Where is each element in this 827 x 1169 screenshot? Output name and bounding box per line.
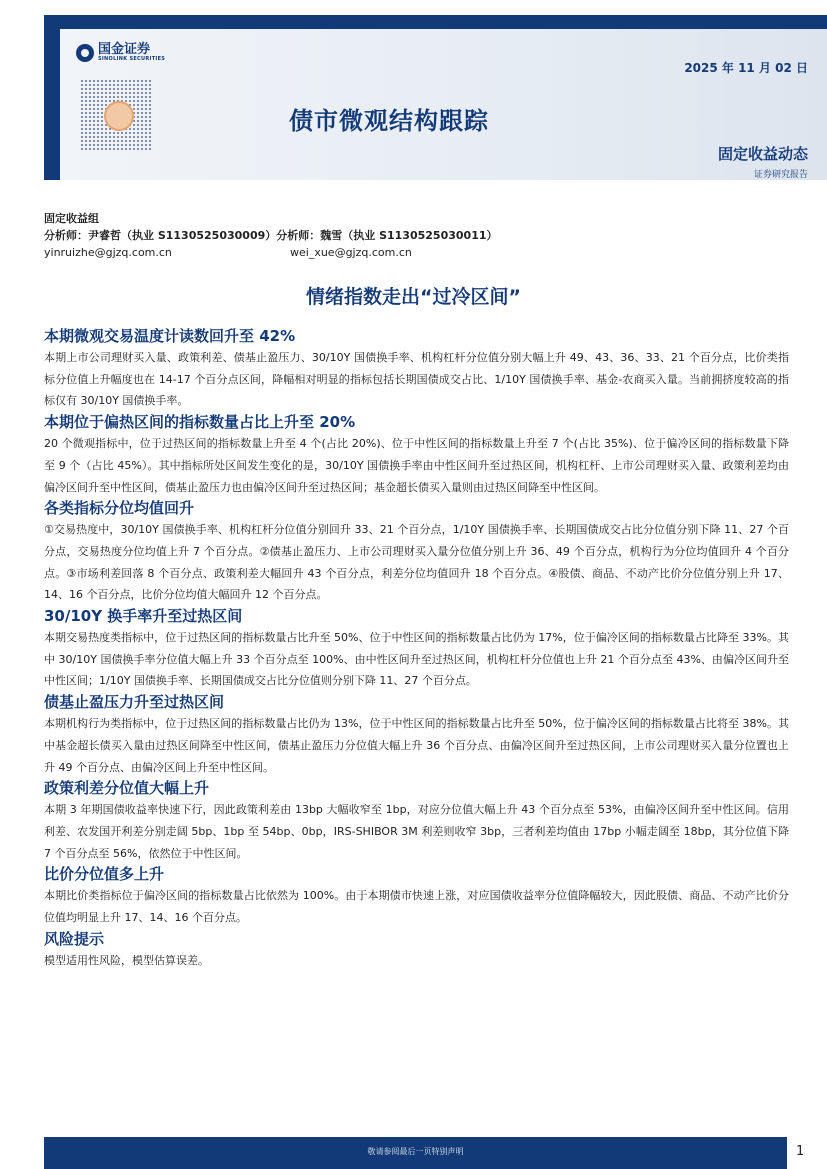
section-body: 本期 3 年期国债收益率快速下行，因此政策利差由 13bp 大幅收窄至 1bp，对应分位值大幅上升 43 个百分点至 53%，由偏冷区间升至中性区间。信用利差、农发国开利差分别走阔 5bp、1bp 至 54bp、0bp，IRS-SHIBOR 3M 利差则收窄 3bp，三者利差均值由 17bp 小幅走阔至 18bp，其分位值下降 7 个百分点至 56%，依然位于中性区间。 <box>44 803 789 860</box>
section <box>44 779 789 864</box>
page-footer <box>44 1137 787 1169</box>
section-body: 本期机构行为类指标中，位于过热区间的指标数量占比仍为 13%，位于中性区间的指标数量占比升至 50%，位于偏冷区间的指标数量占比将至 38%。其中基金超长债买入量由过热区间降至中性区间，债基止盈压力分位值大幅上升 36 个百分点、由偏冷区间升至过热区间，上市公司理财买入量分位置也上升 49 个百分点、由偏冷区间上升至中性区间。 <box>44 717 789 774</box>
section-body: 本期交易热度类指标中，位于过热区间的指标数量占比升至 50%、位于中性区间的指标数量占比仍为 17%，位于偏冷区间的指标数量占比降至 33%。其中 30/10Y 国债换手率分位值大幅上升 33 个百分点至 100%、由中性区间升至过热区间，机构杠杆分位值也上升 21 个百分点至 43%、由偏冷区间升至中性区间；1/10Y 国债换手率、长期国债成交占比分位值则分别下降 11、27 个百分点。 <box>44 631 789 688</box>
section <box>44 693 789 778</box>
report-type: 证券研究报告 <box>753 170 808 180</box>
section-body: 20 个微观指标中，位于过热区间的指标数量上升至 4 个(占比 20%)、位于中性区间的指标数量上升至 7 个(占比 35%)、位于偏冷区间的指标数量下降至 9 个（占比 45%）。其中指标所处区间发生变化的是，30/10Y 国债换手率由中性区间升至过热区间，机构杠杆、上市公司理财买入量、政策利差均由偏冷区间升至中性区间，债基止盈压力也由偏冷区间升至过热区间；基金超长债买入量则由过热区间降至中性区间。 <box>44 437 789 494</box>
section <box>44 930 789 972</box>
qr-code-icon <box>80 79 153 152</box>
section-body: 模型适用性风险，模型估算误差。 <box>44 953 209 967</box>
section-title: 债基止盈压力升至过热区间 <box>44 693 225 712</box>
report-title: 债市微观结构跟踪 <box>289 107 489 135</box>
section <box>44 865 789 928</box>
section <box>44 607 789 692</box>
logo-name-en: SINOLINK SECURITIES <box>98 56 166 62</box>
report-headline: 情绪指数走出“过冷区间” <box>306 286 521 308</box>
section-body: ①交易热度中，30/10Y 国债换手率、机构杠杆分位值分别回升 33、21 个百分点，1/10Y 国债换手率、长期国债成交占比分位值分别下降 11、27 个百分点，交易热度分位均值上升 7 个百分点。②债基止盈压力、上市公司理财买入量分位值分别上升 36、49 个百分点，机构行为分位均值回升 4 个百分点。③市场利差回落 8 个百分点、政策利差大幅回升 43 个百分点，利差分位均值回升 18 个百分点。④股债、商品、不动产比价分位值分别上升 17、14、16 个百分点，比价分位均值大幅回升 12 个百分点。 <box>44 523 789 602</box>
section-title: 30/10Y 换手率升至过热区间 <box>44 607 243 626</box>
author-block <box>44 210 498 261</box>
section <box>44 499 789 606</box>
qr-center-seal-icon <box>104 101 134 131</box>
report-header <box>44 15 827 180</box>
report-category: 固定收益动态 <box>717 145 808 163</box>
summary-content <box>44 326 789 971</box>
analyst-line: 分析师：尹睿哲（执业 S1130525030009）分析师：魏雪（执业 S1130525030011） <box>44 229 498 242</box>
section-title: 各类指标分位均值回升 <box>44 499 195 518</box>
sinolink-logo <box>76 43 165 63</box>
analyst-email-1[interactable]: yinruizhe@gjzq.com.cn <box>44 246 172 259</box>
report-date: 2025 年 11 月 02 日 <box>684 61 808 75</box>
analyst-emails <box>44 244 498 261</box>
sinolink-logo-icon <box>76 44 94 62</box>
section-title: 本期微观交易温度计读数回升至 42% <box>44 327 296 345</box>
section <box>44 327 789 412</box>
section-title: 本期位于偏热区间的指标数量占比上升至 20% <box>44 413 356 432</box>
logo-name-cn: 国金证券 <box>98 42 151 57</box>
section <box>44 413 789 498</box>
section-title: 比价分位值多上升 <box>44 865 165 884</box>
section-body: 本期比价类指标位于偏冷区间的指标数量占比依然为 100%。由于本期债市快速上涨，对应国债收益率分位值降幅较大，因此股债、商品、不动产比价分位值均明显上升 17、14、16 个百分点。 <box>44 889 789 925</box>
research-group: 固定收益组 <box>44 212 99 225</box>
footer-disclaimer: 敬请参阅最后一页特别声明 <box>367 1147 464 1156</box>
section-title: 风险提示 <box>44 929 105 948</box>
page-number: 1 <box>796 1144 805 1159</box>
section-body: 本期上市公司理财买入量、政策利差、债基止盈压力、30/10Y 国债换手率、机构杠杆分位值分别大幅上升 49、43、36、33、21 个百分点，比价类指标分位值上升幅度也在 14-17 个百分点区间，降幅相对明显的指标包括长期国债成交占比、1/10Y 国债换手率、基金-农商买入量。当前拥挤度较高的指标仅有 30/10Y 国债换手率。 <box>44 351 789 408</box>
header-panel <box>60 29 827 180</box>
section-title: 政策利差分位值大幅上升 <box>44 779 210 798</box>
analyst-email-2[interactable]: wei_xue@gjzq.com.cn <box>290 246 412 259</box>
